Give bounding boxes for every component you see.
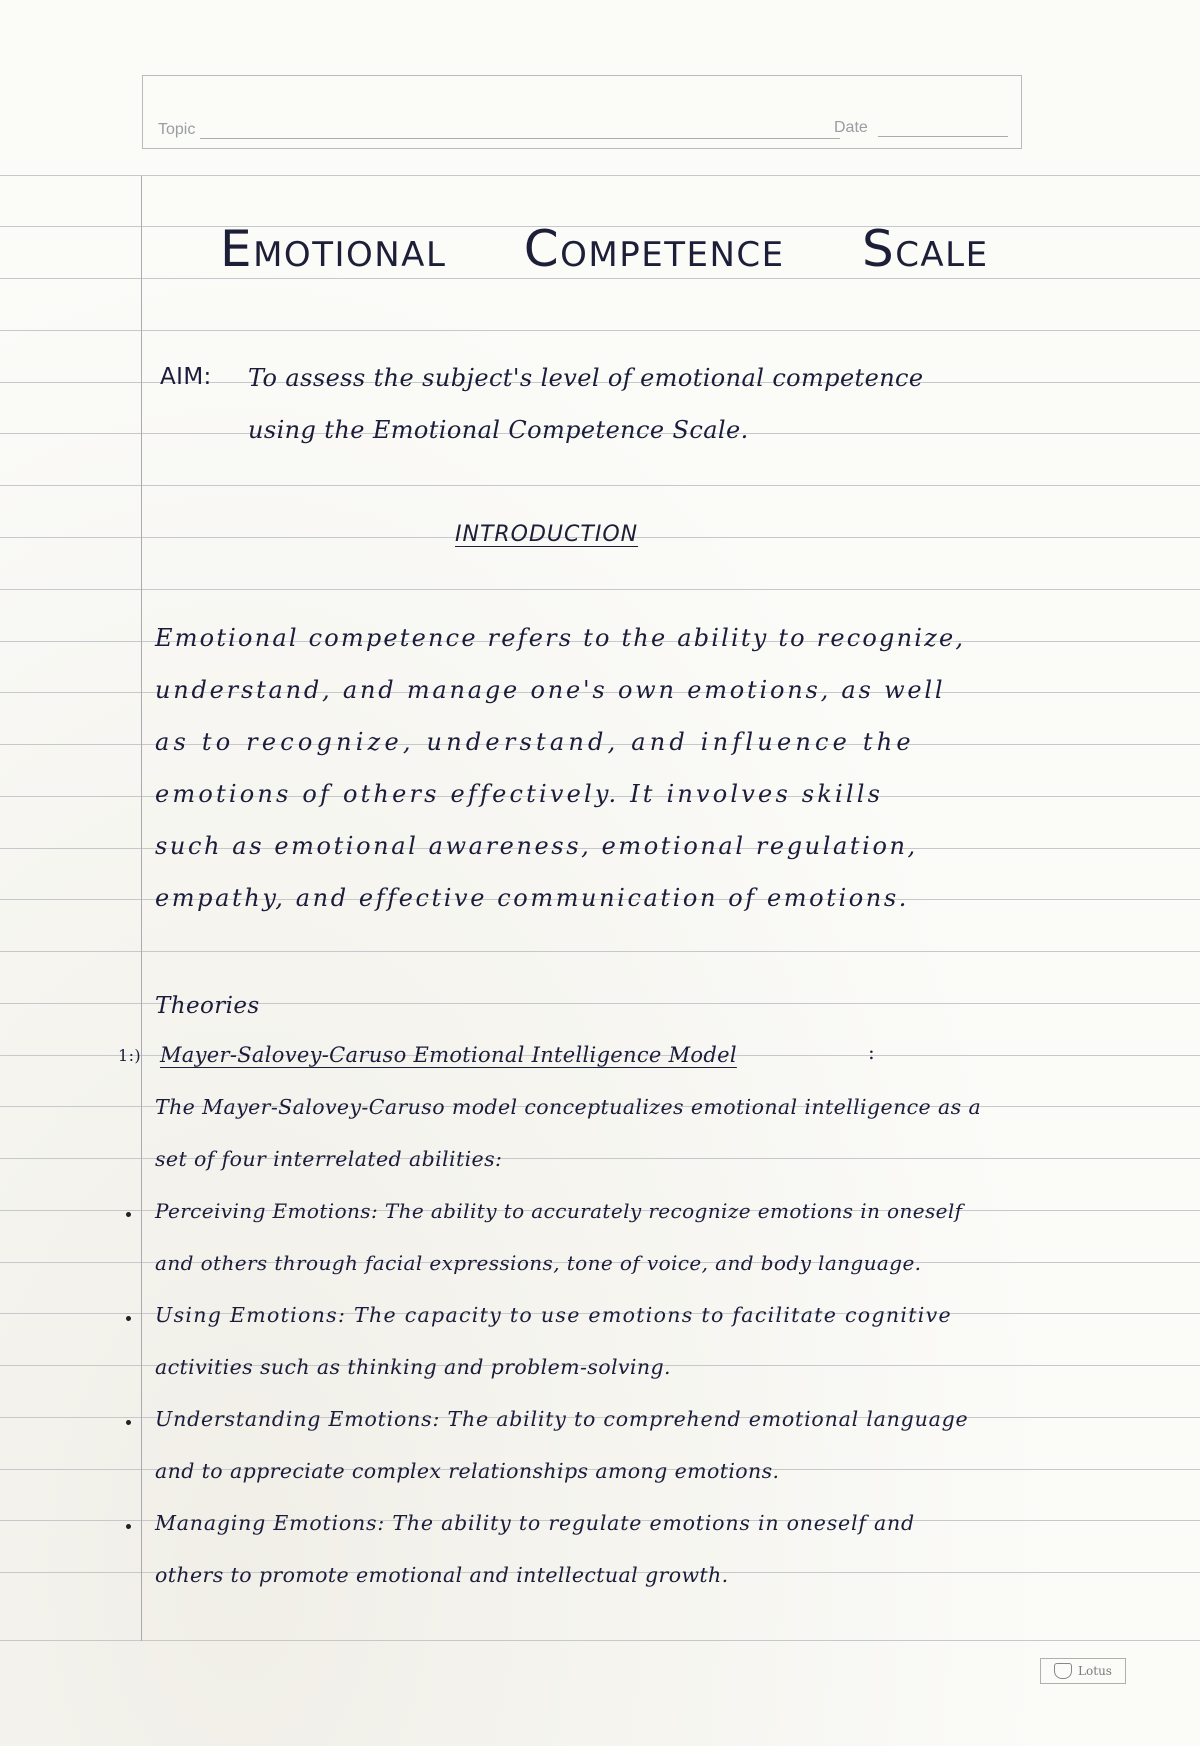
title-word-text: COMPETENCE	[523, 220, 785, 278]
title-word-text: EMOTIONAL	[220, 220, 447, 278]
ruled-line	[0, 1640, 1200, 1641]
aim-line-1: To assess the subject's level of emotional competence	[248, 364, 924, 392]
ability-line: Understanding Emotions: The ability to comprehend emotional language	[155, 1407, 969, 1431]
intro-line: empathy, and effective communication of emotions.	[155, 884, 909, 912]
intro-line: such as emotional awareness, emotional regulation,	[155, 832, 918, 860]
ruled-line	[0, 278, 1200, 279]
lotus-icon	[1054, 1663, 1072, 1679]
model-title-colon: :	[868, 1040, 876, 1064]
model-intro-line: set of four interrelated abilities:	[155, 1147, 503, 1171]
date-line	[878, 136, 1008, 137]
brand-name: Lotus	[1078, 1664, 1112, 1678]
topic-line	[200, 138, 840, 139]
item-number: 1:)	[118, 1046, 142, 1065]
theories-heading: Theories	[155, 993, 260, 1019]
title-word-text: SCALE	[861, 220, 989, 278]
brand-logo	[1040, 1658, 1126, 1684]
title-word	[220, 220, 446, 278]
ability-line: Perceiving Emotions: The ability to accurately recognize emotions in oneself	[155, 1199, 963, 1223]
intro-line: Emotional competence refers to the ability to recognize,	[155, 624, 966, 652]
aim-label: AIM:	[160, 364, 212, 390]
ruled-line	[0, 175, 1200, 176]
model-title: Mayer-Salovey-Caruso Emotional Intelligence Model	[160, 1043, 737, 1067]
title-word	[524, 220, 785, 278]
introduction-heading: INTRODUCTION	[455, 522, 639, 547]
margin-line	[141, 176, 142, 1641]
ability-line: Managing Emotions: The ability to regulate emotions in oneself and	[155, 1511, 915, 1535]
bullet	[126, 1420, 131, 1425]
aim-line-2: using the Emotional Competence Scale.	[248, 416, 749, 444]
ruled-line	[0, 485, 1200, 486]
intro-line: as to recognize, understand, and influence the	[155, 728, 915, 756]
intro-line: emotions of others effectively. It involves skills	[155, 780, 884, 808]
ability-line: and to appreciate complex relationships among emotions.	[155, 1459, 780, 1483]
topic-label: Topic	[158, 121, 196, 138]
bullet	[126, 1212, 131, 1217]
ability-line: and others through facial expressions, tone of voice, and body language.	[155, 1251, 922, 1275]
ruled-line	[0, 589, 1200, 590]
model-intro-line: The Mayer-Salovey-Caruso model conceptualizes emotional intelligence as a	[155, 1095, 982, 1119]
date-label: Date	[834, 119, 868, 136]
intro-line: understand, and manage one's own emotions, as well	[155, 676, 946, 704]
ability-line: Using Emotions: The capacity to use emotions to facilitate cognitive	[155, 1303, 952, 1327]
bullet	[126, 1524, 131, 1529]
bullet	[126, 1316, 131, 1321]
ruled-line	[0, 951, 1200, 952]
page-title	[220, 220, 1054, 278]
ability-line: others to promote emotional and intellectual growth.	[155, 1563, 729, 1587]
title-word	[862, 220, 989, 278]
ruled-line	[0, 330, 1200, 331]
ability-line: activities such as thinking and problem-solving.	[155, 1355, 671, 1379]
